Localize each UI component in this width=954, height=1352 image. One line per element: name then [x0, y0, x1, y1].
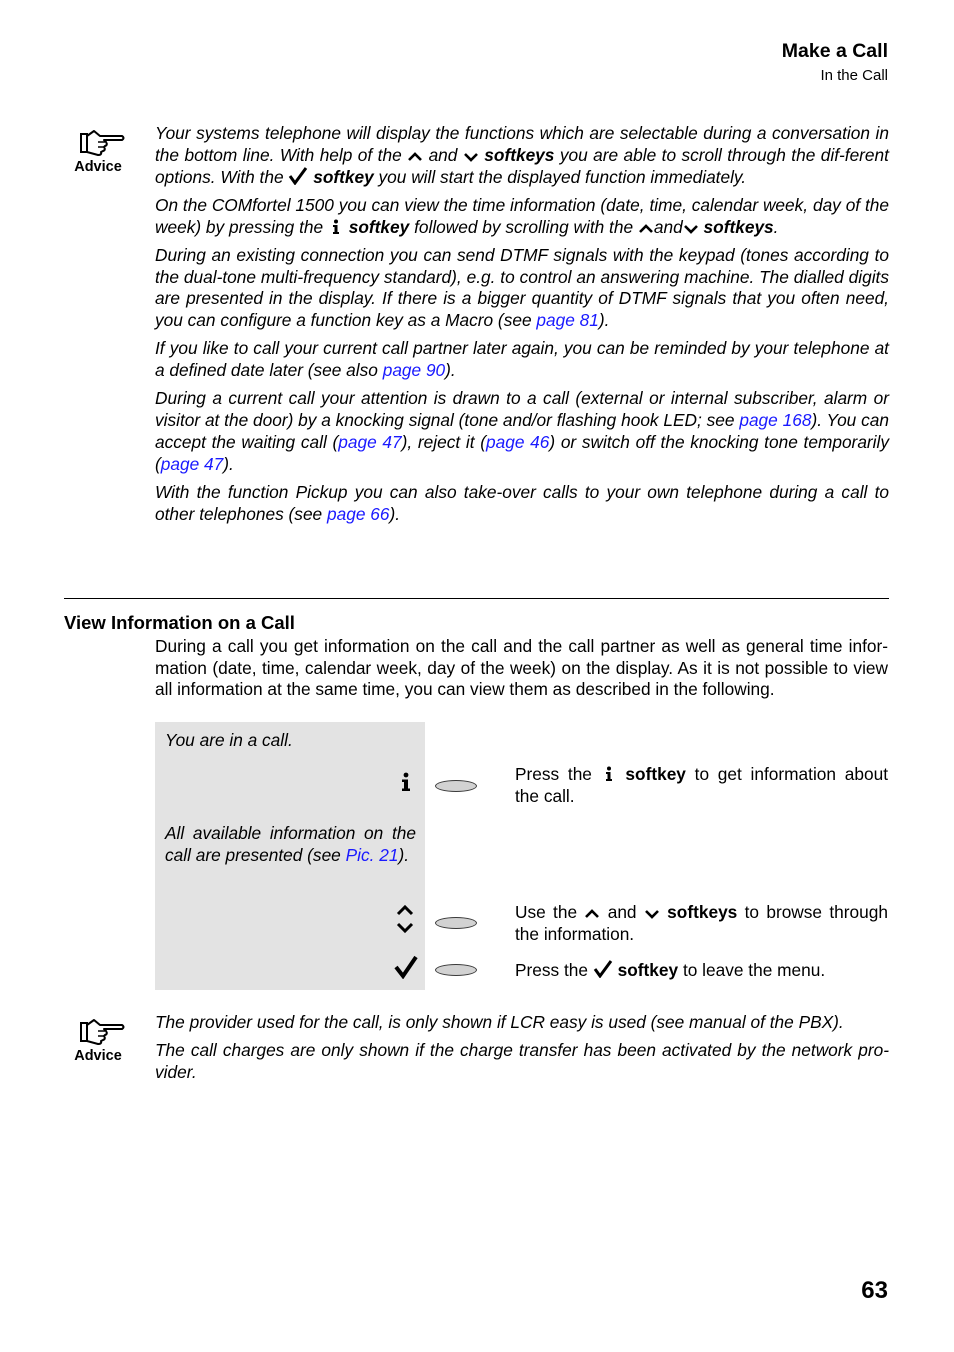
- figure-link[interactable]: Pic. 21: [345, 845, 399, 865]
- advice-paragraph: The call charges are only shown if the charge transfer has been activated by the network pro-vider.: [155, 1040, 889, 1082]
- arrow-down-icon: [683, 223, 699, 235]
- arrow-down-icon: [395, 921, 415, 935]
- arrow-up-icon: [395, 903, 415, 917]
- display-panel: [155, 722, 425, 990]
- chapter-subtitle: In the Call: [820, 67, 888, 84]
- state-text: You are in a call.: [165, 730, 293, 750]
- pointing-hand-icon: [76, 128, 126, 158]
- pointing-hand-icon: [76, 1017, 126, 1047]
- info-icon: [601, 766, 617, 782]
- section-body: During a call you get information on the call and the call partner as well as general time infor-mation (date, time, calendar week, day of the week) on the display. As it is not possible to view all information at the same time, you can view them as described in the following.: [155, 636, 888, 700]
- checkmark-icon: [593, 960, 613, 978]
- page-link[interactable]: page 168: [739, 410, 812, 431]
- advice-marker: [64, 128, 132, 175]
- advice-text: [155, 1012, 889, 1090]
- arrow-down-icon: [644, 908, 660, 920]
- arrow-up-icon: [584, 908, 600, 920]
- advice-paragraph: With the function Pickup you can also take-over calls to your own telephone during a call to other telephones (see page 66).: [155, 481, 889, 524]
- page-link[interactable]: page 81: [536, 310, 599, 331]
- page-link[interactable]: page 47: [160, 453, 224, 474]
- softkey-button[interactable]: [435, 780, 477, 792]
- advice-label: Advice: [74, 1048, 122, 1064]
- page-link[interactable]: page 47: [338, 431, 402, 452]
- page-link[interactable]: page 90: [382, 360, 446, 381]
- advice-paragraph: During a current call your attention is drawn to a call (external or internal subscriber, alarm or visitor at the door) by a knocking signal (tone and/or flashing hook LED; see page 168). You can accept the waiting call (page 47), reject it (page 46) or switch off the knocking tone temporarily (page 47).: [155, 388, 889, 474]
- advice-paragraph: If you like to call your current call partner later again, you can be reminded by your telephone at a defined date later (see also page 90).: [155, 338, 889, 381]
- advice-text: [155, 123, 889, 532]
- advice-paragraph: On the COMfortel 1500 you can view the time information (date, time, calendar week, day of the week) by pressing the softkey followed by scrolling with the and softkeys.: [155, 194, 889, 237]
- checkmark-icon: [288, 167, 308, 185]
- page-number: 63: [861, 1277, 888, 1304]
- softkey-button[interactable]: [435, 917, 477, 929]
- info-icon: [328, 219, 344, 235]
- softkey-button[interactable]: [435, 964, 477, 976]
- section-heading: View Information on a Call: [64, 612, 295, 633]
- state-text: All available information on the call are presented (see Pic. 21).: [165, 823, 416, 865]
- step-instruction: Press the softkey to get information about the call.: [515, 764, 888, 806]
- advice-label: Advice: [74, 159, 122, 175]
- info-icon: [398, 772, 414, 792]
- advice-paragraph: The provider used for the call, is only shown if LCR easy is used (see manual of the PBX).: [155, 1012, 844, 1032]
- step-instruction: Press the softkey to leave the menu.: [515, 960, 826, 980]
- arrow-down-icon: [463, 151, 479, 163]
- checkmark-icon: [393, 955, 419, 979]
- advice-paragraph: Your systems telephone will display the functions which are selectable during a conversation in the bottom line. With help of the and softkeys you are able to scroll through the dif-ferent options. With the softkey you will start the displayed function immediately.: [155, 123, 889, 187]
- page-link[interactable]: page 46: [485, 431, 550, 452]
- section-divider: [64, 598, 889, 599]
- arrow-up-icon: [407, 151, 423, 163]
- chapter-title: Make a Call: [781, 40, 888, 62]
- page-link[interactable]: page 66: [326, 503, 390, 524]
- advice-marker: [64, 1017, 132, 1064]
- arrow-up-icon: [638, 223, 654, 235]
- step-instruction: Use the and softkeys to browse through the information.: [515, 902, 888, 944]
- advice-paragraph: During an existing connection you can send DTMF signals with the keypad (tones according to the dual-tone multi-frequency standard), e.g. to control an answering machine. The dialled digits are presented in the display. If there is a bigger quantity of DTMF signals that you often need, you can configure a function key as a Macro (see page 81).: [155, 244, 889, 331]
